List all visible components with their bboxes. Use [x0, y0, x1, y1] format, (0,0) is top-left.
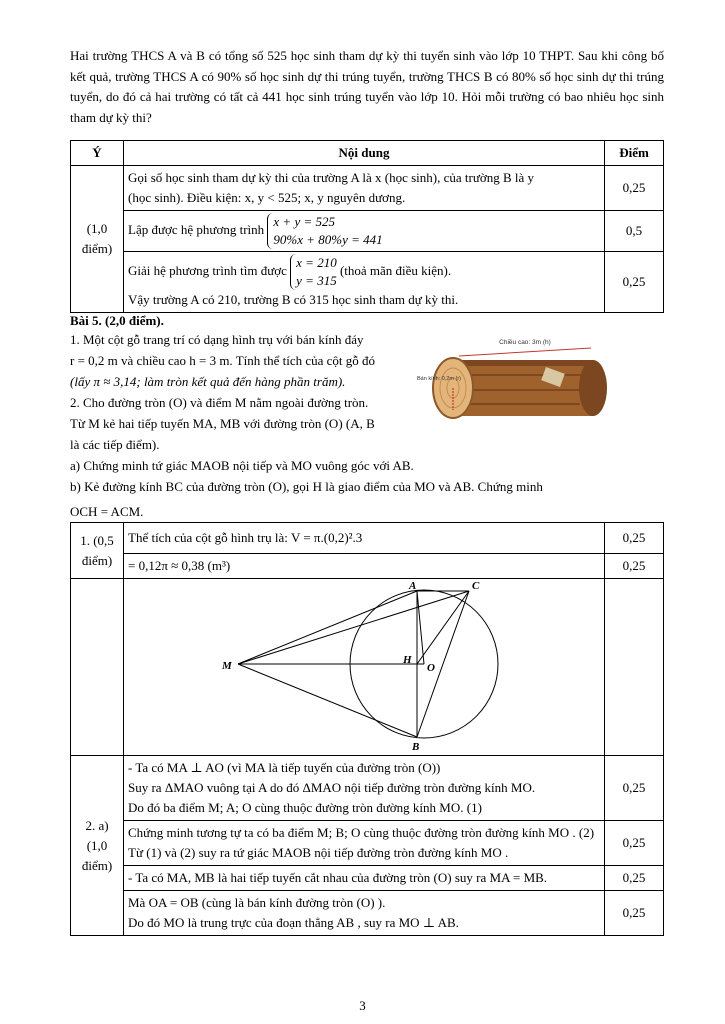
line-cb [417, 591, 469, 737]
text-line: Từ M kẻ hai tiếp tuyến MA, MB với đường tròn (O) (A, B [70, 416, 375, 431]
text-line: (thoả mãn điều kiện). [339, 262, 452, 278]
geometry-figure [124, 579, 604, 755]
text-line: - Ta có MA ⊥ AO (vì MA là tiếp tuyến của đường tròn (O)) [128, 760, 441, 775]
label-o: O [427, 662, 435, 674]
content-cell: - Ta có MA, MB là hai tiếp tuyến cắt nhau của đường tròn (O) suy ra MA = MB. [124, 866, 605, 891]
score-cell: 0,25 [605, 866, 664, 891]
score-cell: 0,25 [605, 891, 664, 936]
equation: x = 210 [296, 255, 337, 270]
text-line: b) Kẻ đường kính BC của đường tròn (O), gọi H là giao điểm của MO và AB. Chứng minh [70, 479, 543, 494]
content-cell [124, 821, 605, 866]
figure-cell [124, 579, 605, 756]
score-cell: 0,25 [605, 554, 664, 579]
line-ma [238, 591, 417, 664]
text-line: (lấy π ≈ 3,14; làm tròn kết quả đến hàng phần trăm). [70, 374, 346, 389]
equation-system [290, 254, 337, 290]
label-a: A [409, 580, 417, 592]
part-label: 1. (0,5 điểm) [71, 523, 124, 579]
equation: 90%x + 80%y = 441 [273, 232, 383, 247]
log-illustration [415, 330, 610, 435]
line-ao [417, 591, 424, 664]
content-cell [124, 756, 605, 821]
text-line: Suy ra ΔMAO vuông tại A do đó ΔMAO nội tiếp đường tròn đường kính MO. [128, 780, 536, 795]
equation: y = 315 [296, 273, 337, 288]
bai5-part1 [70, 329, 415, 455]
text-line: Chứng minh tương tự ta có ba điểm M; B; O cùng thuộc đường tròn đường kính MO . (2) [128, 825, 595, 840]
text-line: Gọi số học sinh tham dự kỳ thi của trường A là x (học sinh), của trường B là y [128, 170, 535, 185]
log-height-label: Chiều cao: 3m (h) [499, 339, 551, 346]
line-ch [417, 591, 469, 664]
bai5-title: Bài 5. (2,0 điểm). [70, 313, 164, 328]
text-line: 2. Cho đường tròn (O) và điểm M nằm ngoài đường tròn. [70, 395, 369, 410]
equation-system [267, 213, 382, 249]
line-mc [238, 591, 469, 664]
page-content [70, 46, 664, 936]
equation: x + y = 525 [273, 214, 335, 229]
log-back [579, 360, 607, 416]
content-cell: = 0,12π ≈ 0,38 (m³) [124, 554, 605, 579]
line-mb [238, 664, 417, 737]
text-line: là các tiếp điểm). [70, 437, 160, 452]
text-line: Mà OA = OB (cùng là bán kính đường tròn (O) ). [128, 895, 386, 910]
log-radius-label: Bán kính: 0,2m (r) [417, 376, 462, 382]
label-b: B [412, 741, 420, 753]
text-line: Lập được hệ phương trình [128, 221, 265, 237]
text-line: (học sinh). Điều kiện: x, y < 525; x, y nguyên dương. [128, 190, 406, 205]
score-cell: 0,5 [605, 211, 664, 252]
answer-table-2 [70, 522, 664, 936]
text-line: r = 0,2 m và chiều cao h = 3 m. Tính thể tích của cột gỗ đó [70, 353, 376, 368]
score-cell: 0,25 [605, 756, 664, 821]
part-label: (1,0 điểm) [71, 166, 124, 313]
content-cell [124, 166, 605, 211]
content-cell [124, 252, 605, 313]
empty-cell [605, 579, 664, 756]
text-line: Do đó ba điểm M; A; O cùng thuộc đường tròn đường kính MO. (1) [128, 800, 482, 815]
page-number: 3 [359, 998, 366, 1013]
score-cell: 0,25 [605, 523, 664, 554]
col-header-y: Ý [71, 141, 124, 166]
empty-cell [71, 579, 124, 756]
text-line: a) Chứng minh tứ giác MAOB nội tiếp và MO vuông góc với AB. [70, 458, 414, 473]
answer-table-1 [70, 140, 664, 313]
text-line: 1. Một cột gỗ trang trí có dạng hình trụ với bán kính đáy [70, 332, 364, 347]
label-h: H [403, 654, 412, 666]
col-header-score: Điểm [605, 141, 664, 166]
text-line: Vậy trường A có 210, trường B có 315 học sinh tham dự kỳ thi. [128, 292, 459, 307]
text-line: OCH = ACM. [70, 504, 144, 519]
score-cell: 0,25 [605, 166, 664, 211]
content-cell [124, 211, 605, 252]
text-line: Giải hệ phương trình tìm được [128, 262, 287, 278]
part-label: 2. a) (1,0 điểm) [71, 756, 124, 936]
problem-4-statement: Hai trường THCS A và B có tổng số 525 học sinh tham dự kỳ thi tuyển sinh vào lớp 10 THPT. Sau khi công bố kết quả, trường THCS A có 90% số học sinh dự thi trúng tuyển, trường THCS B có 80% số học sinh dự thi trúng tuyển, do đó cả hai trường có tất cả 441 học sinh trúng tuyển vào lớp 10. Hỏi mỗi trường có bao nhiêu học sinh tham dự kỳ thi? [70, 48, 664, 125]
content-cell [124, 891, 605, 936]
text-line: Do đó MO là trung trực của đoạn thẳng AB , suy ra MO ⊥ AB. [128, 915, 459, 930]
label-m: M [222, 660, 232, 672]
text-line: Từ (1) và (2) suy ra tứ giác MAOB nội tiếp đường tròn đường kính MO . [128, 845, 509, 860]
content-cell: Thể tích của cột gỗ hình trụ là: V = π.(0,2)².3 [124, 523, 605, 554]
col-header-content: Nội dung [124, 141, 605, 166]
score-cell: 0,25 [605, 821, 664, 866]
score-cell: 0,25 [605, 252, 664, 313]
label-c: C [472, 580, 480, 592]
